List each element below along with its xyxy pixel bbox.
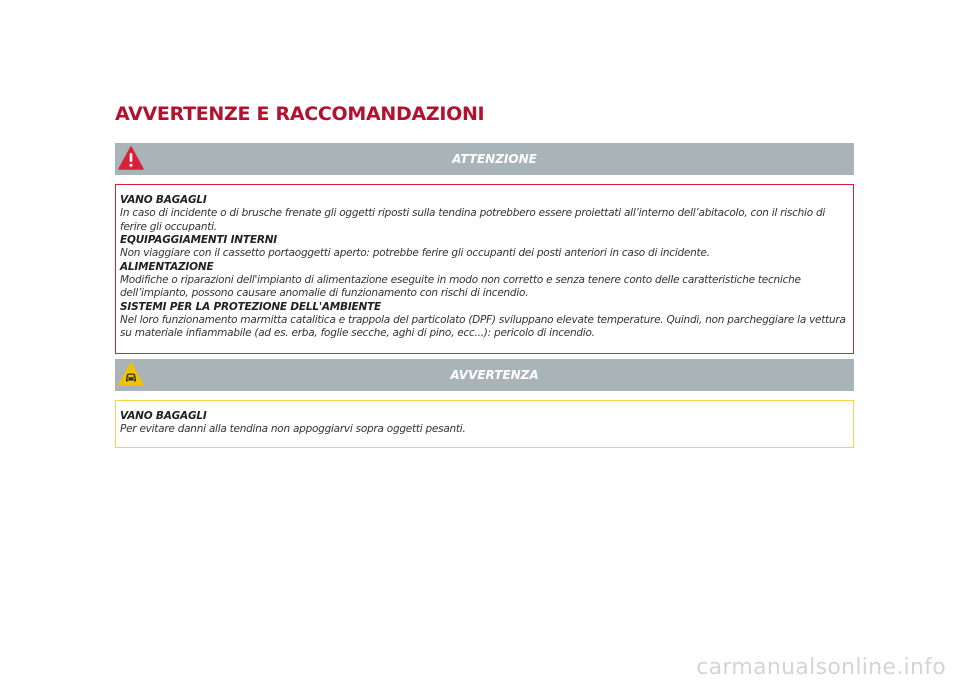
attention-item-title: EQUIPAGGIAMENTI INTERNI — [120, 234, 278, 246]
attention-item-title: SISTEMI PER LA PROTEZIONE DELL'AMBIENTE — [120, 300, 382, 313]
attention-header — [115, 143, 854, 175]
attention-box — [115, 184, 854, 354]
warning-triangle-icon — [118, 145, 144, 171]
attention-label: ATTENZIONE — [452, 152, 537, 166]
attention-item-text: Nel loro funzionamento marmitta catalitica e trappola del particolato (DPF) sviluppano elevate temperature. Quindi, non parcheggiare la vettura su materiale infiammabile (ad es. erba, foglie secche, aghi di pino, ecc...): pericolo di incendio. — [120, 313, 846, 339]
warning-header — [115, 359, 854, 391]
page-title: AVVERTENZE E RACCOMANDAZIONI — [115, 103, 485, 125]
attention-item-text: Modifiche o riparazioni dell'impianto di alimentazione eseguite in modo non corretto e senza tenere conto delle caratteristiche tecniche dell’impianto, possono causare anomalie di funzionamento con rischi di incendio. — [120, 273, 801, 299]
warning-label: AVVERTENZA — [450, 368, 539, 382]
warning-box — [115, 400, 854, 448]
watermark: carmanualsonline.info — [696, 655, 946, 680]
warning-item-text: Per evitare danni alla tendina non appoggiarvi sopra oggetti pesanti. — [120, 423, 466, 435]
attention-item-title: VANO BAGAGLI — [120, 194, 207, 206]
attention-item-title: ALIMENTAZIONE — [120, 260, 214, 273]
attention-item-text: Non viaggiare con il cassetto portaoggetti aperto: potrebbe ferire gli occupanti dei posti anteriori in caso di incidente. — [120, 247, 710, 259]
warning-item-title: VANO BAGAGLI — [120, 410, 207, 422]
car-warning-icon — [118, 361, 144, 387]
attention-item-text: In caso di incidente o di brusche frenate gli oggetti riposti sulla tendina potrebbero essere proiettati all’interno dell’abitacolo, con il rischio di ferire gli occupanti. — [120, 207, 826, 233]
